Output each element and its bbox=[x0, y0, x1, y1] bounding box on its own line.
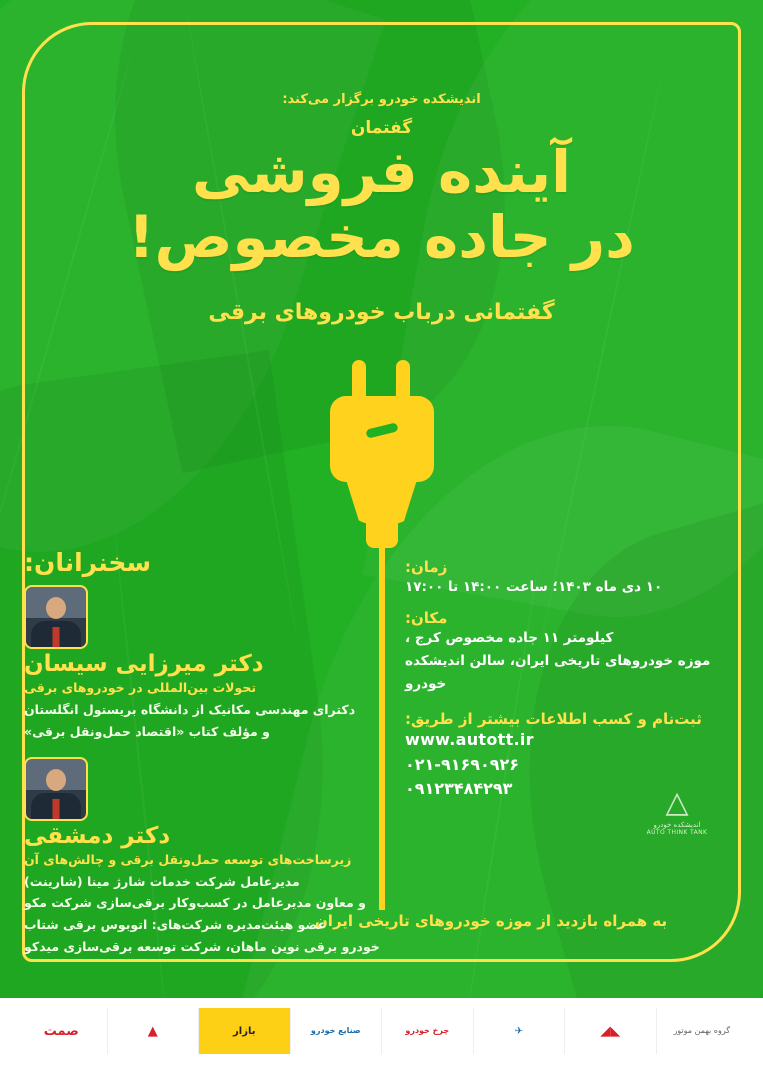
speaker-desc-line: زیرساخت‌های توسعه حمل‌ونقل برقی و چالش‌های آن bbox=[24, 851, 352, 867]
footnote-text: به همراه بازدید از موزه خودروهای تاریخی ایران bbox=[315, 912, 668, 930]
logo-mark-icon: △ bbox=[665, 785, 689, 820]
phone-number-1[interactable]: ۰۲۱-۹۱۶۹۰۹۲۶ bbox=[405, 754, 520, 774]
sponsor-logo-7: ▲ bbox=[107, 1008, 199, 1054]
logo-text-en: AUTO THINK TANK bbox=[646, 829, 708, 836]
title-line-1: آینده فروشی bbox=[191, 138, 572, 206]
time-value: ۱۰ دی ماه ۱۴۰۳؛ ساعت ۱۴:۰۰ تا ۱۷:۰۰ bbox=[405, 579, 663, 595]
speaker-item bbox=[24, 757, 384, 958]
kicker-text: گفتمان bbox=[350, 118, 413, 138]
electric-plug-icon bbox=[312, 360, 452, 540]
place-label: مکان: bbox=[405, 608, 448, 627]
sponsor-logo-6: بازار bbox=[198, 1008, 290, 1054]
speaker-desc-line: خودرو برقی نوین ماهان، شرکت توسعه برقی‌سازی میدکو bbox=[24, 939, 380, 955]
website-link[interactable]: www.autott.ir bbox=[405, 729, 534, 749]
sponsor-logo-5: صنایع خودرو bbox=[290, 1008, 382, 1054]
sponsor-logo-4: چرخ خودرو bbox=[381, 1008, 473, 1054]
speaker-name: دکتر میرزایی سیسان bbox=[24, 651, 264, 677]
speaker-photo bbox=[24, 757, 88, 821]
speakers-title: سخنرانان: bbox=[24, 548, 152, 577]
logo-text-fa: اندیشکده خودرو bbox=[653, 821, 701, 829]
speaker-desc-line: مدیرعامل شرکت خدمات شارژ مینا (شارینت) bbox=[24, 873, 300, 889]
speaker-desc-line: و مؤلف کتاب «اقتصاد حمل‌ونقل برقی» bbox=[24, 723, 270, 739]
sponsor-bar bbox=[0, 998, 763, 1080]
speakers-section bbox=[24, 548, 384, 968]
subtitle-text: گفتمانی درباب خودروهای برقی bbox=[208, 300, 555, 325]
speaker-desc-line: و معاون مدیرعامل در کسب‌وکار برقی‌سازی شرکت مکو bbox=[24, 895, 366, 911]
place-line-1: کیلومتر ۱۱ جاده مخصوص کرج ، bbox=[405, 629, 614, 646]
place-line-2: موزه خودروهای تاریخی ایران، سالن اندیشکده خودرو bbox=[405, 652, 711, 692]
think-tank-logo bbox=[629, 785, 725, 836]
speaker-item bbox=[24, 585, 384, 743]
phone-number-2[interactable]: ۰۹۱۲۳۴۸۴۲۹۳ bbox=[405, 779, 513, 799]
speaker-desc-line: عضو هیئت‌مدیره شرکت‌های: اتوبوس برقی شتاب bbox=[24, 917, 327, 933]
event-info-block bbox=[405, 548, 735, 802]
sponsor-logo-8: صمت bbox=[16, 1008, 107, 1054]
time-label: زمان: bbox=[405, 558, 448, 576]
speaker-desc-line: دکترای مهندسی مکانیک از دانشگاه بریستول انگلستان bbox=[24, 701, 356, 717]
speaker-desc-line: تحولات بین‌المللی در خودروهای برقی bbox=[24, 680, 257, 695]
sponsor-logo-3: ✈ bbox=[473, 1008, 565, 1054]
speaker-name: دکتر دمشقی bbox=[24, 822, 171, 849]
speaker-photo bbox=[24, 585, 88, 649]
sponsor-logo-1: گروه بهمن موتور bbox=[656, 1008, 748, 1054]
register-label: ثبت‌نام و کسب اطلاعات بیشتر از طریق: bbox=[405, 709, 702, 728]
page-title bbox=[0, 140, 763, 270]
title-line-2: در جاده مخصوص! bbox=[128, 202, 635, 271]
sponsor-logo-2: ◣◢ bbox=[564, 1008, 656, 1054]
hosted-by-text: اندیشکده خودرو برگزار می‌کند: bbox=[282, 92, 481, 107]
